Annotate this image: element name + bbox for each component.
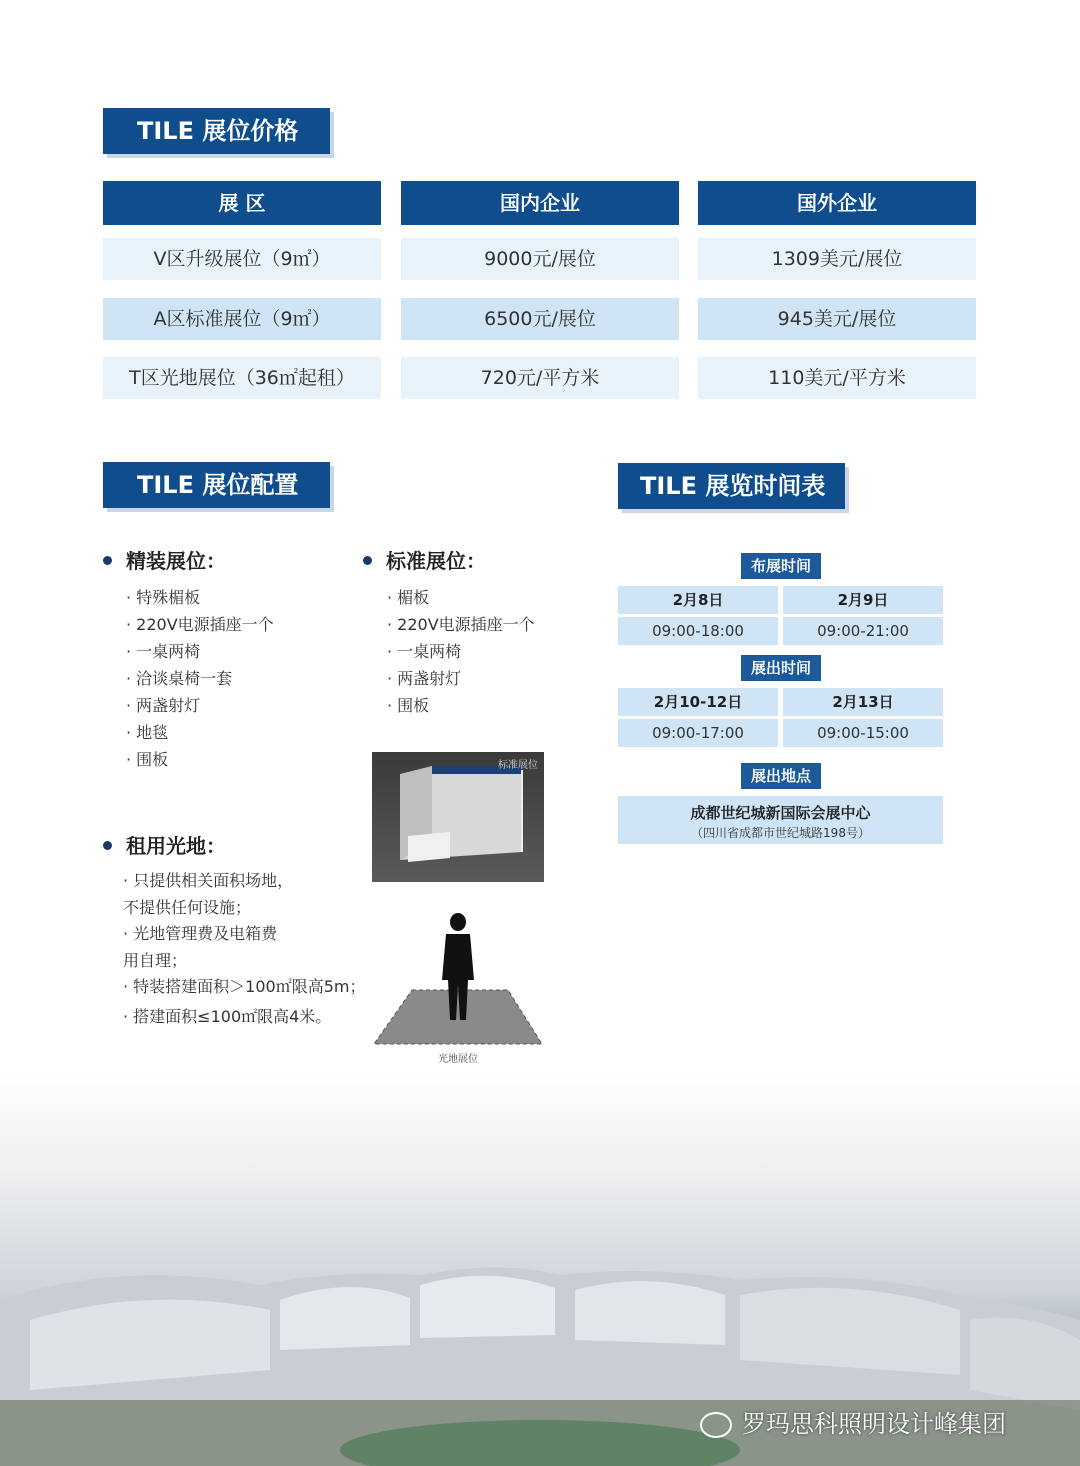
list-item: · 只提供相关面积场地，: [123, 871, 294, 890]
show-date-2: 2月13日: [783, 688, 943, 716]
list-item: · 220V电源插座一个: [126, 615, 274, 634]
config-section-title: TILE 展位配置: [103, 462, 330, 508]
show-time-1: 09:00-17:00: [618, 719, 778, 747]
list-item: · 两盏射灯: [387, 669, 462, 688]
wechat-icon: [700, 1412, 732, 1438]
list-item: 不提供任何设施；: [123, 898, 252, 917]
standard-booth-image: [372, 752, 544, 882]
raw-space-heading: [103, 830, 226, 859]
watermark: [700, 1404, 1006, 1439]
table-cell: 945美元/展位: [698, 298, 976, 340]
list-item: · 光地管理费及电箱费: [123, 924, 278, 943]
list-item: · 一桌两椅: [387, 642, 462, 661]
booth-illustration: [372, 752, 544, 882]
setup-time-1: 09:00-18:00: [618, 617, 778, 645]
list-item: · 220V电源插座一个: [387, 615, 535, 634]
deluxe-heading-text: 精装展位：: [126, 549, 226, 573]
table-cell: A区标准展位（9㎡）: [103, 298, 381, 340]
deluxe-booth-heading: [103, 545, 226, 574]
table-header-domestic: 国内企业: [401, 181, 679, 225]
show-time-label: 展出时间: [741, 655, 821, 681]
standard-heading-text: 标准展位：: [386, 549, 486, 573]
table-header-foreign: 国外企业: [698, 181, 976, 225]
raw-heading-text: 租用光地：: [126, 834, 226, 858]
raw-space-illustration: [372, 908, 544, 1048]
venue-box: [618, 796, 943, 844]
standard-booth-caption: 标准展位: [498, 760, 538, 771]
price-section-title: TILE 展位价格: [103, 108, 330, 154]
venue-address: （四川省成都市世纪城路198号）: [691, 826, 870, 840]
list-item: 用自理；: [123, 951, 188, 970]
setup-date-1: 2月8日: [618, 586, 778, 614]
table-cell: 6500元/展位: [401, 298, 679, 340]
table-cell: 720元/平方米: [401, 357, 679, 399]
list-item: · 特殊楣板: [126, 588, 201, 607]
schedule-section-title: TILE 展览时间表: [618, 463, 845, 509]
list-item: · 两盏射灯: [126, 696, 201, 715]
raw-space-caption: 光地展位: [438, 1054, 478, 1065]
list-item: · 搭建面积≤100㎡限高4米。: [123, 1007, 332, 1026]
list-item: · 楣板: [387, 588, 430, 607]
show-time-2: 09:00-15:00: [783, 719, 943, 747]
setup-time-2: 09:00-21:00: [783, 617, 943, 645]
list-item: · 特装搭建面积＞100㎡限高5m；: [123, 977, 366, 996]
list-item: · 围板: [126, 750, 169, 769]
watermark-text: 罗玛思科照明设计峰集团: [742, 1410, 1006, 1438]
bullet-icon: [363, 556, 372, 565]
table-cell: 9000元/展位: [401, 238, 679, 280]
bullet-icon: [103, 556, 112, 565]
raw-space-image: [372, 908, 544, 1068]
table-cell: 1309美元/展位: [698, 238, 976, 280]
table-header-zone: 展 区: [103, 181, 381, 225]
list-item: · 洽谈桌椅一套: [126, 669, 233, 688]
setup-date-2: 2月9日: [783, 586, 943, 614]
table-cell: 110美元/平方米: [698, 357, 976, 399]
table-cell: T区光地展位（36㎡起租）: [103, 357, 381, 399]
show-date-1: 2月10-12日: [618, 688, 778, 716]
list-item: · 围板: [387, 696, 430, 715]
standard-booth-heading: [363, 545, 486, 574]
venue-name: 成都世纪城新国际会展中心: [690, 804, 871, 822]
list-item: · 地毯: [126, 723, 169, 742]
list-item: · 一桌两椅: [126, 642, 201, 661]
bullet-icon: [103, 841, 112, 850]
table-cell: V区升级展位（9㎡）: [103, 238, 381, 280]
setup-time-label: 布展时间: [741, 553, 821, 579]
venue-label: 展出地点: [741, 763, 821, 789]
